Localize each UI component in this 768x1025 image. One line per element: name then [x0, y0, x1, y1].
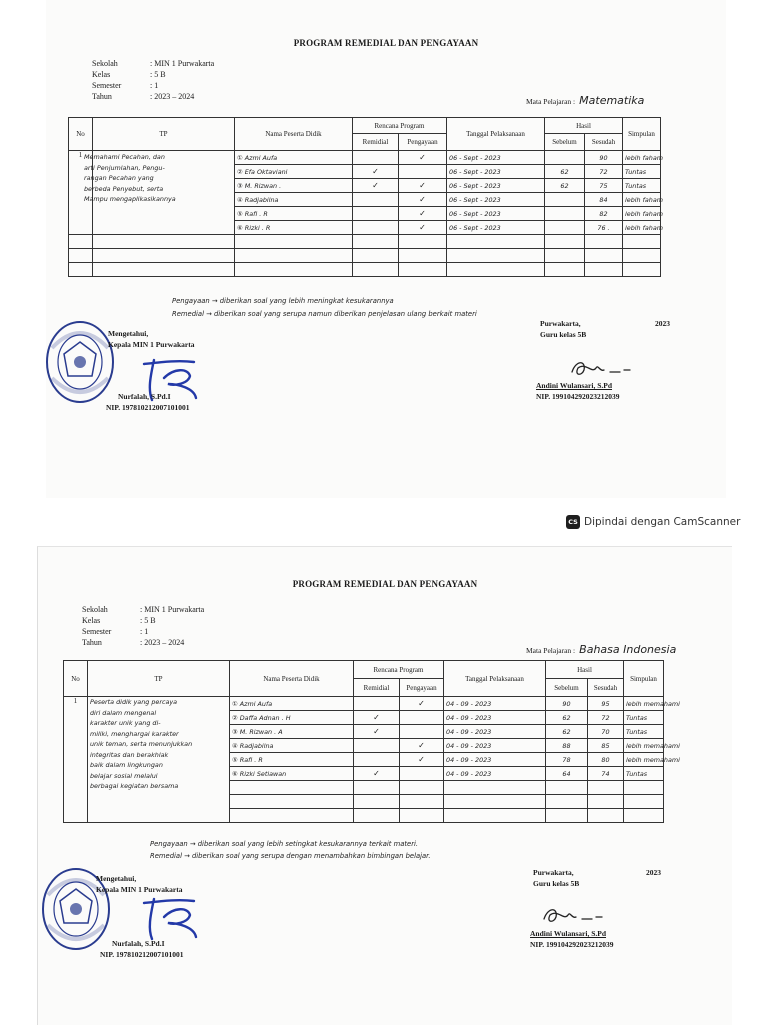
table-row: 1 ① Azmi Aufa ✓ 04 - 09 - 2023 90 95 lebih memahami — [64, 697, 664, 711]
header-rencana: Rencana Program — [354, 661, 444, 679]
date-cell: 04 - 09 - 2023 — [444, 753, 546, 767]
principal-signature — [138, 893, 208, 943]
left-signature-block: Mengetahui, Kepala MIN 1 Purwakarta — [108, 329, 195, 349]
conclusion-cell: Tuntas — [624, 711, 664, 725]
header-rencana: Rencana Program — [353, 118, 447, 134]
row-number: 1 — [69, 151, 93, 235]
conclusion-cell: lebih faham — [623, 151, 661, 165]
header-hasil: Hasil — [545, 118, 623, 134]
school-info: Sekolah : MIN 1 Purwakarta Kelas : 5 B Semester : 1 Tahun : 2023 – 2024 — [92, 59, 215, 101]
date-cell: 06 - Sept - 2023 — [447, 165, 545, 179]
table-row: ⑥ Rizki Setiawan ✓ 04 - 09 - 2023 64 74 Tuntas — [64, 767, 664, 781]
header-sebelum: Sebelum — [545, 134, 585, 151]
header-nama: Nama Peserta Didik — [230, 661, 354, 697]
document-page-1 — [46, 0, 726, 498]
school-info: Sekolah : MIN 1 Purwakarta Kelas : 5 B Semester : 1 Tahun : 2023 – 2024 — [82, 605, 205, 647]
student-name: ① Azmi Aufa — [230, 697, 354, 711]
teacher-signature — [538, 903, 608, 929]
table-row-empty — [69, 263, 661, 277]
table-row: ② Efa Oktaviani ✓ 06 - Sept - 2023 62 72 Tuntas — [69, 165, 661, 179]
conclusion-cell: lebih faham — [623, 193, 661, 207]
conclusion-cell: lebih memahami — [624, 739, 664, 753]
learning-objective: Peserta didik yang percaya diri dalam mengenal karakter unik yang di- miliki, menghargai karakter unik teman, serta menunjukkan integritas dan berakhlak baik dalam lingkungan belajar sosial melalui berbagai kegiatan bersama — [90, 698, 193, 790]
table-row: ② Daffa Adnan . H ✓ 04 - 09 - 2023 62 72 Tuntas — [64, 711, 664, 725]
date-cell: 06 - Sept - 2023 — [447, 221, 545, 235]
teacher-name: Andini Wulansari, S.Pd NIP. 199104292023212039 — [530, 929, 614, 949]
document-title: PROGRAM REMEDIAL DAN PENGAYAAN — [292, 579, 478, 589]
subject-value: Matematika — [579, 94, 645, 107]
student-name: ⑥ Rizki . R — [235, 221, 353, 235]
header-tp: TP — [88, 661, 230, 697]
header-remedial: Remidial — [353, 134, 399, 151]
date-cell: 04 - 09 - 2023 — [444, 725, 546, 739]
document-title: PROGRAM REMEDIAL DAN PENGAYAAN — [293, 38, 479, 48]
student-name: ④ Radjabilna — [230, 739, 354, 753]
table-row: ③ M. Rizwan . A ✓ 04 - 09 - 2023 62 70 Tuntas — [64, 725, 664, 739]
conclusion-cell: Tuntas — [623, 179, 661, 193]
date-cell: 04 - 09 - 2023 — [444, 697, 546, 711]
principal-name: Nurfalah, S.Pd.I NIP. 197810212007101001 — [106, 392, 190, 412]
conclusion-cell: lebih faham — [623, 207, 661, 221]
teacher-signature — [566, 356, 636, 380]
date-cell: 04 - 09 - 2023 — [444, 711, 546, 725]
camscanner-watermark: CS Dipindai dengan CamScanner — [566, 515, 740, 529]
student-name: ② Efa Oktaviani — [235, 165, 353, 179]
header-sesudah: Sesudah — [588, 679, 624, 697]
principal-name: Nurfalah, S.Pd.I NIP. 197810212007101001 — [100, 939, 184, 959]
header-nama: Nama Peserta Didik — [235, 118, 353, 151]
header-sesudah: Sesudah — [585, 134, 623, 151]
header-no: No — [69, 118, 93, 151]
left-signature-block: Mengetahui, Kepala MIN 1 Purwakarta — [96, 874, 183, 894]
conclusion-cell: Tuntas — [624, 725, 664, 739]
header-pengayaan: Pengayaan — [399, 134, 447, 151]
header-tanggal: Tanggal Pelaksanaan — [444, 661, 546, 697]
row-number: 1 — [64, 697, 88, 823]
header-sebelum: Sebelum — [546, 679, 588, 697]
table-row: 1 ① Azmi Aufa ✓ 06 - Sept - 2023 90 lebih faham — [69, 151, 661, 165]
student-name: ⑥ Rizki Setiawan — [230, 767, 354, 781]
note-pengayaan: Pengayaan → diberikan soal yang lebih meningkat kesukarannya — [172, 297, 394, 305]
table-row-empty — [69, 235, 661, 249]
conclusion-cell: Tuntas — [623, 165, 661, 179]
table-row: ④ Radjabilna ✓ 06 - Sept - 2023 84 lebih faham — [69, 193, 661, 207]
header-hasil: Hasil — [546, 661, 624, 679]
header-tp: TP — [93, 118, 235, 151]
conclusion-cell: lebih memahami — [624, 697, 664, 711]
header-simpulan: Simpulan — [624, 661, 664, 697]
header-tanggal: Tanggal Pelaksanaan — [447, 118, 545, 151]
subject-field: Mata Pelajaran : Matematika — [526, 94, 645, 107]
date-cell: 06 - Sept - 2023 — [447, 207, 545, 221]
date-cell: 06 - Sept - 2023 — [447, 193, 545, 207]
table-row: ⑤ Rafi . R ✓ 06 - Sept - 2023 82 lebih faham — [69, 207, 661, 221]
note-pengayaan: Pengayaan → diberikan soal yang lebih setingkat kesukarannya terkait materi. — [150, 840, 419, 848]
header-remedial: Remidial — [354, 679, 400, 697]
table-row: ③ M. Rizwan . ✓ ✓ 06 - Sept - 2023 62 75 Tuntas — [69, 179, 661, 193]
student-name: ① Azmi Aufa — [235, 151, 353, 165]
camscanner-icon: CS — [566, 515, 580, 529]
header-no: No — [64, 661, 88, 697]
student-name: ⑤ Rafi . R — [235, 207, 353, 221]
date-cell: 06 - Sept - 2023 — [447, 151, 545, 165]
conclusion-cell: lebih faham — [623, 221, 661, 235]
date-cell: 06 - Sept - 2023 — [447, 179, 545, 193]
date-cell: 04 - 09 - 2023 — [444, 767, 546, 781]
table-row: ④ Radjabilna ✓ 04 - 09 - 2023 88 85 lebih memahami — [64, 739, 664, 753]
document-page-2 — [37, 546, 732, 1025]
student-name: ④ Radjabilna — [235, 193, 353, 207]
header-simpulan: Simpulan — [623, 118, 661, 151]
student-name: ② Daffa Adnan . H — [230, 711, 354, 725]
table-row: ⑥ Rizki . R ✓ 06 - Sept - 2023 76 . lebih faham — [69, 221, 661, 235]
header-pengayaan: Pengayaan — [400, 679, 444, 697]
conclusion-cell: Tuntas — [624, 767, 664, 781]
student-name: ③ M. Rizwan . A — [230, 725, 354, 739]
table-row-empty — [69, 249, 661, 263]
note-remedial: Remedial → diberikan soal yang serupa dengan menambahkan bimbingan belajar. — [150, 852, 431, 860]
teacher-name: Andini Wulansari, S.Pd NIP. 199104292023212039 — [536, 381, 620, 401]
subject-field: Mata Pelajaran : Bahasa Indonesia — [526, 643, 677, 656]
student-name: ③ M. Rizwan . — [235, 179, 353, 193]
subject-value: Bahasa Indonesia — [579, 643, 677, 656]
right-signature-block: Purwakarta, 2023 Guru kelas 5B — [540, 319, 670, 339]
note-remedial: Remedial → diberikan soal yang serupa namun diberikan penjelasan ulang berkait materi — [172, 310, 477, 318]
date-cell: 04 - 09 - 2023 — [444, 739, 546, 753]
conclusion-cell: lebih memahami — [624, 753, 664, 767]
right-signature-block: Purwakarta, 2023 Guru kelas 5B — [533, 868, 661, 888]
learning-objective: Memahami Pecahan, dan arti Penjumlahan, Pengu- rangan Pecahan yang berbeda Penyebut, serta Mampu mengaplikasikannya — [84, 153, 176, 203]
table-row: ⑤ Rafi . R ✓ 04 - 09 - 2023 78 80 lebih memahami — [64, 753, 664, 767]
student-name: ⑤ Rafi . R — [230, 753, 354, 767]
